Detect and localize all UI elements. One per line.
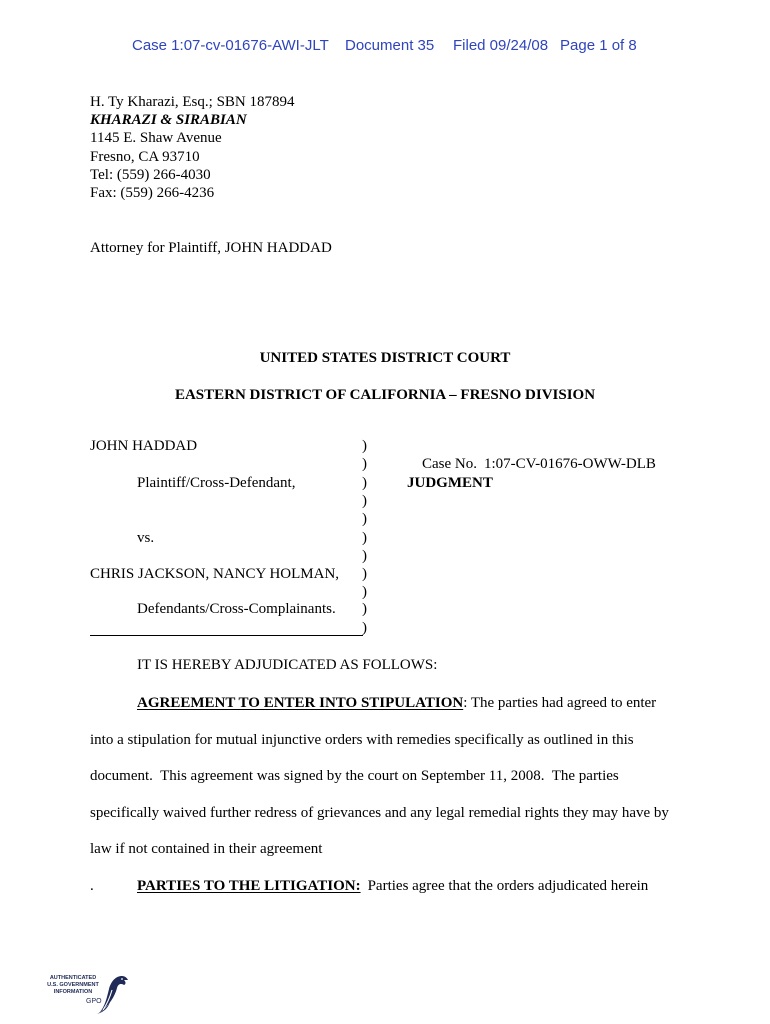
case-number-value: 1:07-CV-01676-OWW-DLB — [484, 456, 656, 472]
gpo-eagle-icon — [97, 971, 129, 1015]
paragraph-2-marker: . — [90, 878, 94, 894]
court-district-division: EASTERN DISTRICT OF CALIFORNIA – FRESNO DIVISION — [174, 387, 596, 403]
stamp-page-count: Page 1 of 8 — [560, 37, 637, 54]
paragraph-1-line: specifically waived further redress of grievances and any legal remedial rights they may have by — [90, 805, 669, 821]
paragraph-1-line: into a stipulation for mutual injunctive orders with remedies specifically as outlined in this — [90, 732, 634, 748]
logo-line-government: U.S. GOVERNMENT — [47, 982, 99, 988]
document-title: JUDGMENT — [407, 475, 493, 491]
caption-paren: ) — [362, 584, 367, 600]
caption-paren: ) — [362, 438, 367, 454]
caption-paren: ) — [362, 620, 367, 636]
law-firm-name: KHARAZI & SIRABIAN — [90, 112, 247, 128]
caption-paren: ) — [362, 511, 367, 527]
firm-fax: Fax: (559) 266-4236 — [90, 185, 215, 201]
paragraph-2-heading: PARTIES TO THE LITIGATION: — [137, 878, 361, 894]
paragraph-1-line: document. This agreement was signed by the court on September 11, 2008. The parties — [90, 768, 619, 784]
paragraph-1-text: : The parties had agreed to enter — [463, 695, 657, 711]
caption-underline — [90, 635, 363, 636]
stamp-case-number: Case 1:07-cv-01676-AWI-JLT — [132, 37, 329, 54]
caption-paren: ) — [362, 548, 367, 564]
firm-telephone: Tel: (559) 266-4030 — [90, 167, 211, 183]
caption-plaintiff: JOHN HADDAD — [90, 438, 198, 454]
caption-versus: vs. — [137, 530, 155, 546]
attorney-for-line: Attorney for Plaintiff, JOHN HADDAD — [90, 240, 332, 256]
attorney-name-bar-number: H. Ty Kharazi, Esq.; SBN 187894 — [90, 94, 295, 110]
firm-street-address: 1145 E. Shaw Avenue — [90, 130, 222, 146]
logo-gpo-mark: GPO — [86, 998, 102, 1005]
logo-line-authenticated: AUTHENTICATED — [49, 975, 97, 981]
firm-city-state-zip: Fresno, CA 93710 — [90, 149, 200, 165]
caption-paren: ) — [362, 601, 367, 617]
stamp-filed-date: Filed 09/24/08 — [453, 37, 549, 54]
caption-plaintiff-role: Plaintiff/Cross-Defendant, — [137, 475, 296, 491]
caption-paren: ) — [362, 493, 367, 509]
stamp-document-number: Document 35 — [345, 37, 435, 54]
eagle-shape — [97, 976, 128, 1014]
adjudication-intro: IT IS HEREBY ADJUDICATED AS FOLLOWS: — [137, 657, 438, 673]
case-number-label: Case No. — [422, 456, 477, 472]
caption-paren: ) — [362, 456, 367, 472]
caption-paren: ) — [362, 530, 367, 546]
logo-line-information: INFORMATION — [53, 989, 93, 995]
court-name: UNITED STATES DISTRICT COURT — [259, 350, 511, 366]
paragraph-1-heading: AGREEMENT TO ENTER INTO STIPULATION — [137, 695, 464, 711]
caption-paren: ) — [362, 566, 367, 582]
caption-paren: ) — [362, 475, 367, 491]
caption-defendants: CHRIS JACKSON, NANCY HOLMAN, — [90, 566, 340, 582]
paragraph-2-text: Parties agree that the orders adjudicated herein — [367, 878, 649, 894]
paragraph-1-line: law if not contained in their agreement — [90, 841, 323, 857]
eagle-head-silhouette — [99, 976, 128, 1013]
caption-defendants-role: Defendants/Cross-Complainants. — [137, 601, 336, 617]
paragraph-1-first-line — [137, 694, 656, 712]
eagle-eye — [121, 978, 123, 980]
paragraph-2-first-line — [137, 877, 648, 895]
